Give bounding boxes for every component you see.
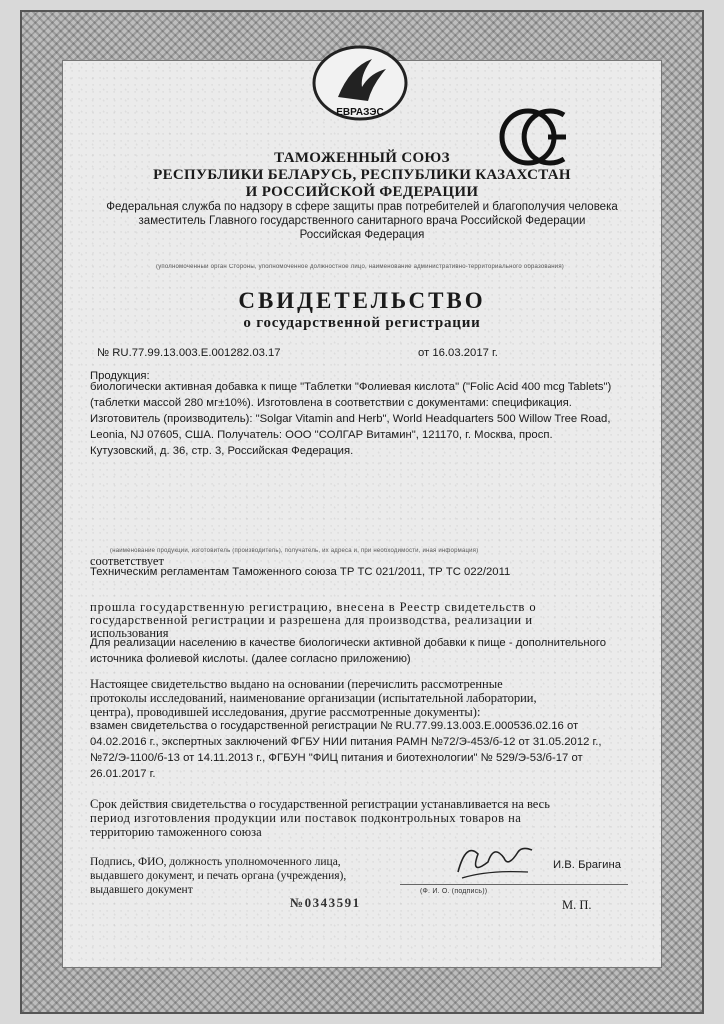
authority-caption: (уполномоченный орган Стороны, уполномоченное должностное лицо, наименование административно-территориального образования) xyxy=(156,264,564,270)
signature-note-2: выдавшего документ, и печать органа (учреждения), xyxy=(90,870,347,882)
basis-line-2: протоколы исследований, наименование организации (испытательной лаборатории, xyxy=(90,691,537,705)
signature-note-3: выдавшего документ xyxy=(90,884,193,896)
header-line-2: РЕСПУБЛИКИ БЕЛАРУСЬ, РЕСПУБЛИКИ КАЗАХСТАН xyxy=(153,167,571,183)
handwritten-signature-icon xyxy=(448,832,538,888)
product-line-1: биологически активная добавка к пище "Таблетки "Фолиевая кислота" ("Folic Acid 400 mcg Tablets") xyxy=(90,381,612,393)
authority-line-2: заместитель Главного государственного санитарного врача Российской Федерации xyxy=(138,215,586,227)
product-caption: (наименование продукции, изготовитель (производитель), получатель, их адреса и, при необходимости, иная информация) xyxy=(110,548,479,554)
header-line-3: И РОССИЙСКОЙ ФЕДЕРАЦИИ xyxy=(245,184,479,200)
passed-line-1: прошла государственную регистрацию, внесена в Реестр свидетельств о xyxy=(90,600,537,614)
basis-line-1: Настоящее свидетельство выдано на основании (перечислить рассмотренные xyxy=(90,677,503,691)
authority-line-3: Российская Федерация xyxy=(299,229,425,241)
complies-text: Техническим регламентам Таможенного союза ТР ТС 021/2011, ТР ТС 022/2011 xyxy=(90,566,511,578)
stamp-placeholder: М. П. xyxy=(562,898,592,912)
header-line-1: ТАМОЖЕННЫЙ СОЮЗ xyxy=(274,150,450,166)
registration-date: от 16.03.2017 г. xyxy=(418,347,498,359)
complies-label: соответствует xyxy=(90,554,164,568)
basis-text-2: 04.02.2016 г., экспертных заключений ФГБУ НИИ питания РАМН №72/Э-453/б-12 от 31.05.2012 г., xyxy=(90,736,602,748)
product-line-3: Изготовитель (производитель): "Solgar Vitamin and Herb", World Headquarters 500 Willow Tree Road, xyxy=(90,413,611,425)
eurasec-emblem-icon xyxy=(310,45,410,125)
validity-line-1: Срок действия свидетельства о государственной регистрации устанавливается на весь xyxy=(90,797,550,811)
passed-line-2: государственной регистрации и разрешена для производства, реализации и xyxy=(90,613,533,627)
registration-number: № RU.77.99.13.003.Е.001282.03.17 xyxy=(97,347,281,359)
signature-line xyxy=(400,884,628,885)
validity-line-2: период изготовления продукции или поставок подконтрольных товаров на xyxy=(90,811,522,825)
signature-caption: (Ф. И. О. (подпись)) xyxy=(420,888,488,895)
validity-line-3: территорию таможенного союза xyxy=(90,825,262,839)
product-line-4: Leonia, NJ 07605, США. Получатель: ООО "СОЛГАР Витамин", 121170, г. Москва, просп. xyxy=(90,429,553,441)
basis-text-1: взамен свидетельства о государственной регистрации № RU.77.99.13.003.Е.000536.02.16 от xyxy=(90,720,579,732)
basis-text-3: №72/Э-1100/б-13 от 14.11.2013 г., ФГБУН "ФИЦ питания и биотехнологии" № 529/Э-53/б-17 от xyxy=(90,752,583,764)
product-line-2: (таблетки массой 280 мг±10%). Изготовлена в соответствии с документами: спецификация. xyxy=(90,397,572,409)
passed-line-3: использования xyxy=(90,626,169,640)
use-line-2: источника фолиевой кислоты. (далее согласно приложению) xyxy=(90,653,411,665)
signatory-name: И.В. Брагина xyxy=(553,859,622,871)
basis-text-4: 26.01.2017 г. xyxy=(90,768,156,780)
authority-line-1: Федеральная служба по надзору в сфере защиты прав потребителей и благополучия человека xyxy=(106,201,618,213)
emblem-label: ЕВРАЗЭС xyxy=(336,107,384,118)
product-line-5: Кутузовский, д. 36, стр. 3, Российская Федерация. xyxy=(90,445,354,457)
product-label: Продукция: xyxy=(90,370,150,382)
basis-line-3: центра), проводившей исследования, другие рассмотренные документы): xyxy=(90,705,481,719)
certificate-subtitle: о государственной регистрации xyxy=(243,315,481,331)
certificate-title: СВИДЕТЕЛЬСТВО xyxy=(238,288,486,313)
serial-number: №0343591 xyxy=(290,895,361,910)
use-line-1: Для реализации населению в качестве биологически активной добавки к пище - дополнительного xyxy=(90,637,607,649)
signature-note-1: Подпись, ФИО, должность уполномоченного лица, xyxy=(90,856,341,868)
